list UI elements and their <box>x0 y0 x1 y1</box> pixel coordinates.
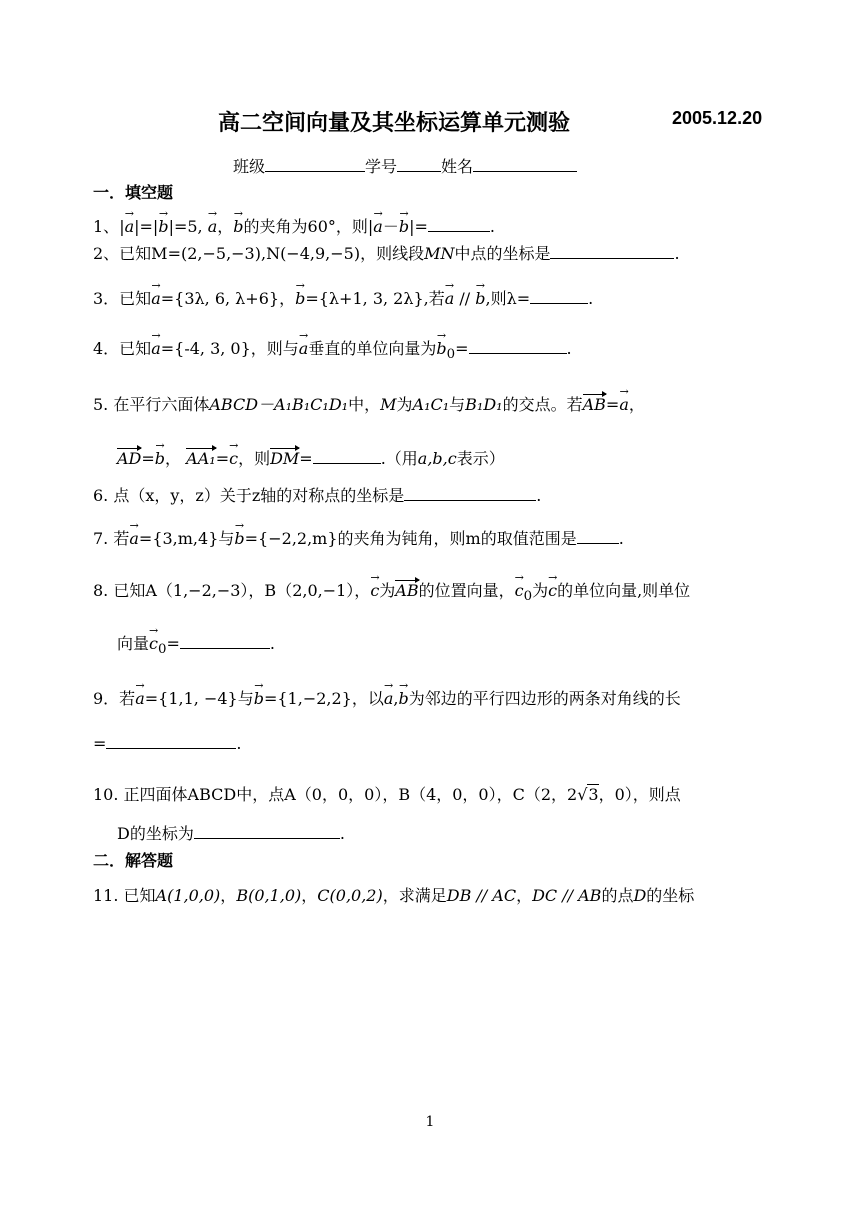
name-label: 姓名 <box>441 157 474 176</box>
vector-a: → a <box>445 289 455 309</box>
q11-text: ， <box>220 886 237 905</box>
q2-text: 中点的坐标是 <box>454 244 551 263</box>
vector-c: → c <box>229 449 238 469</box>
q4-number: 4．已知 <box>93 339 152 358</box>
vector-b: → b <box>399 689 409 709</box>
q11-text: 的坐标 <box>646 886 695 905</box>
q9-text: ={1,−2,2}，以 <box>263 689 384 708</box>
vector-b: → b <box>158 217 168 237</box>
q5-text: = <box>141 449 155 468</box>
q9-number: 9．若 <box>93 689 136 708</box>
q2-text: 2、已知M=(2,−5,−3),N(−4,9,−5)，则线段 <box>93 244 425 263</box>
point-a: A(1,0,0) <box>155 886 221 905</box>
vector-b0: → b <box>436 339 446 359</box>
vector-b: → b <box>399 217 409 237</box>
q1-text: |= <box>409 217 428 236</box>
q1-number: 1、 <box>93 217 120 236</box>
segment-a1c1: A₁C₁ <box>412 395 450 414</box>
point-d: D <box>633 886 647 905</box>
q1-text: | <box>119 217 125 236</box>
q1-text: |=5, <box>168 217 208 236</box>
q8-text: 的位置向量， <box>418 581 515 600</box>
answer-blank <box>530 289 588 304</box>
q8-number: 8. 已知A（1,−2,−3），B（2,0,−1）， <box>93 581 371 600</box>
question-2 <box>93 244 680 264</box>
q9-text: 为邻边的平行四边形的两条对角线的长 <box>408 689 681 708</box>
sqrt-radicand: 3 <box>588 785 599 804</box>
q1-text: |=| <box>134 217 159 236</box>
answer-blank <box>313 449 381 464</box>
q7-text: ={3,m,4}与 <box>138 529 235 548</box>
q11-text: ，求满足 <box>382 886 447 905</box>
q8-text: = <box>166 634 180 653</box>
question-5-line-2 <box>117 448 505 469</box>
question-8-line-2 <box>117 634 275 660</box>
title-date: 2005.12.20 <box>672 108 763 128</box>
vector-a: → a <box>384 689 394 709</box>
q7-number: 7. 若 <box>93 529 130 548</box>
q5-text: 的交点。若 <box>502 395 583 414</box>
vector-a: → a <box>619 395 629 415</box>
subscript: 0 <box>157 642 167 658</box>
answer-blank <box>106 734 236 749</box>
q11-text: ， <box>516 886 533 905</box>
vectors-abc: a,b,c <box>417 449 457 468</box>
class-label: 班级 <box>233 157 266 176</box>
q6-end: . <box>536 486 542 505</box>
q8-text: 的单位向量,则单位 <box>557 581 691 600</box>
vector-ab: AB <box>582 395 606 414</box>
answer-blank <box>550 244 674 259</box>
q5-text: = <box>299 449 313 468</box>
point-c: C(0,0,2) <box>317 886 383 905</box>
section-solve-heading: 二．解答题 <box>93 851 174 870</box>
q10-text: D的坐标为 <box>117 824 194 843</box>
question-5-line-1 <box>93 394 645 415</box>
segment-mn: MN <box>424 244 455 263</box>
q7-end: . <box>618 529 624 548</box>
vector-a: → a <box>299 339 309 359</box>
q10-end: . <box>339 824 345 843</box>
q11-text: 的点 <box>601 886 634 905</box>
section-fill-in-heading: 一．填空题 <box>93 183 174 202</box>
question-3 <box>93 289 593 309</box>
question-9-line-1 <box>93 689 681 709</box>
vector-c0: → c <box>515 581 524 601</box>
q5-text: ， <box>165 449 182 468</box>
q5-text: 表示） <box>456 449 505 468</box>
q10-text: ，0），则点 <box>598 785 681 804</box>
q3-text: ,则λ= <box>485 289 531 308</box>
student-info-line <box>233 154 577 177</box>
vector-dm: DM <box>270 449 300 468</box>
answer-blank <box>577 529 619 544</box>
q4-text: = <box>455 339 469 358</box>
vector-a: → a <box>151 289 161 309</box>
q8-text: 向量 <box>117 634 150 653</box>
q10-text: 正四面体ABCD中，点A（0，0，0），B（4，0，0），C（2，2 <box>118 785 578 804</box>
question-10-line-1 <box>93 784 681 805</box>
vector-c: → c <box>370 581 379 601</box>
question-9-line-2 <box>93 734 242 754</box>
q11-text: ， <box>301 886 318 905</box>
vector-aa1: AA₁ <box>186 449 216 468</box>
student-id-label: 学号 <box>365 157 398 176</box>
title-text: 高二空间向量及其坐标运算单元测验 <box>218 110 571 136</box>
class-blank <box>265 157 365 172</box>
vector-b: → b <box>155 449 165 469</box>
q8-text: 为 <box>532 581 549 600</box>
answer-blank <box>469 339 567 354</box>
vector-b: → b <box>295 289 305 309</box>
segment-b1d1: B₁D₁ <box>465 395 503 414</box>
vector-ab: AB <box>395 581 419 600</box>
vector-b: → b <box>233 217 243 237</box>
q5-text: .（用 <box>380 449 418 468</box>
q1-end: . <box>489 217 495 236</box>
name-blank <box>473 157 577 172</box>
answer-blank <box>180 634 270 649</box>
page-number: 1 <box>425 1114 435 1130</box>
q1-text: 的夹角为60°，则| <box>243 217 374 236</box>
vector-b: → b <box>234 529 244 549</box>
vector-b: → b <box>254 689 264 709</box>
q4-text: ={-4, 3, 0}，则与 <box>160 339 299 358</box>
answer-blank <box>194 824 340 839</box>
question-7 <box>93 529 624 549</box>
q7-text: ={−2,2,m}的夹角为钝角，则m的取值范围是 <box>244 529 577 548</box>
vector-a: → a <box>208 217 218 237</box>
q3-text: ={3λ, 6, λ+6}， <box>160 289 296 308</box>
q4-end: . <box>566 339 572 358</box>
condition-dc-parallel-ab: DC // AB <box>532 886 602 905</box>
q1-text: ， <box>217 217 234 236</box>
q3-end: . <box>588 289 594 308</box>
q9-text: = <box>93 734 107 753</box>
point-b: B(0,1,0) <box>236 886 302 905</box>
vector-c0: → c <box>149 634 158 654</box>
q10-number: 10. <box>93 785 119 804</box>
vector-a: → a <box>125 217 135 237</box>
vector-ad: AD <box>117 449 142 468</box>
vector-c: → c <box>548 581 557 601</box>
vector-a: → a <box>373 217 383 237</box>
q8-text: 为 <box>379 581 396 600</box>
q5-text: 为 <box>396 395 413 414</box>
q4-text: 垂直的单位向量为 <box>308 339 437 358</box>
question-6 <box>93 486 541 506</box>
question-4 <box>93 339 572 365</box>
condition-db-parallel-ac: DB // AC <box>446 886 517 905</box>
q2-end: . <box>674 244 680 263</box>
vector-a: → a <box>129 529 139 549</box>
question-8-line-1 <box>93 580 690 607</box>
question-10-line-2 <box>117 824 345 844</box>
q9-end: . <box>236 734 242 753</box>
q6-text: 6. 点（x，y，z）关于z轴的对称点的坐标是 <box>93 486 405 505</box>
q5-text: ，则 <box>238 449 271 468</box>
q5-text: = <box>605 395 620 414</box>
vector-b: → b <box>475 289 485 309</box>
parallelepiped-label: ABCD－A₁B₁C₁D₁ <box>209 395 349 414</box>
q5-text: = <box>215 449 230 468</box>
vector-a: → a <box>151 339 161 359</box>
q3-text: // <box>459 289 471 308</box>
q5-text: ， <box>628 395 645 414</box>
q3-text: ={λ+1, 3, 2λ},若 <box>305 289 445 308</box>
q1-text: － <box>382 217 399 236</box>
q5-text: 5. 在平行六面体 <box>93 395 210 414</box>
q9-text: ={1,1, −4}与 <box>144 689 254 708</box>
sqrt-icon: √ <box>577 785 588 804</box>
q5-text: 中， <box>348 395 381 414</box>
subscript: 0 <box>446 347 456 363</box>
q8-end: . <box>269 634 275 653</box>
q9-text: , <box>393 689 399 708</box>
subscript: 0 <box>523 589 533 605</box>
q3-number: 3．已知 <box>93 289 152 308</box>
vector-a: → a <box>135 689 145 709</box>
point-m: M <box>380 395 397 414</box>
question-1 <box>93 217 495 237</box>
answer-blank <box>428 217 490 232</box>
student-id-blank <box>397 157 441 172</box>
answer-blank <box>404 486 536 501</box>
question-11 <box>93 886 694 906</box>
q5-text: 与 <box>449 395 466 414</box>
q11-number: 11. 已知 <box>93 886 156 905</box>
